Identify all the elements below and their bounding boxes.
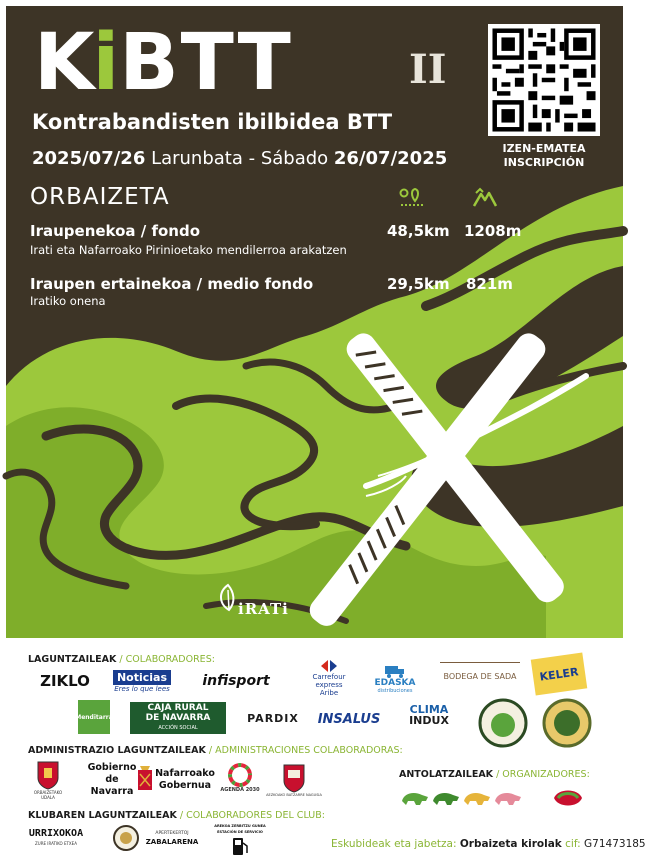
logo-k: K — [34, 18, 93, 108]
race-2-elevation: 821m — [466, 275, 513, 293]
zabalarena-line1: APERTEKERTOJ — [155, 831, 189, 836]
urrixokoa-sub: ZURE IRATIKO ETXEA — [35, 841, 77, 846]
fuel-pump-icon — [230, 835, 250, 857]
keler-logo: KELER — [531, 653, 588, 696]
orbaizeta-udala-text: ORBAIZETAKO UDALA — [33, 790, 63, 800]
insalus-logo: INSALUS — [317, 711, 381, 727]
zabalarena-text-logo — [142, 828, 202, 848]
race-1-elevation: 1208m — [464, 222, 522, 240]
footer-label: Eskubideak eta jabetza: — [331, 838, 460, 850]
admin-title — [28, 745, 403, 756]
edaska-truck-icon — [384, 664, 406, 678]
zabalarena-line2: ZABALARENA — [145, 838, 199, 846]
organizers-title-eu: ANTOLATZAILEAK — [399, 769, 494, 780]
colaboradores-title-es: / COLABORADORES: — [116, 654, 215, 665]
race-2-description: Iratiko onena — [30, 294, 106, 308]
aezkoa-shield-icon — [282, 763, 306, 793]
organizers-boars-logo — [400, 785, 524, 809]
menditarra-logo: Menditarra — [78, 700, 110, 734]
event-location: ORBAIZETA — [30, 184, 170, 210]
bodega-de-sada-logo: BODEGA DE SADA — [440, 662, 520, 689]
gas-line1: AREKOA ZERBITZU GUNEA — [214, 824, 266, 828]
club-round-badge-1 — [478, 698, 528, 748]
event-date — [32, 148, 447, 169]
edaska-logo — [372, 658, 418, 700]
footer-owner: Orbaizeta kirolak — [459, 838, 562, 850]
caja-line2: DE NAVARRA — [145, 713, 211, 723]
urrixokoa-logo — [24, 828, 88, 850]
caja-line1: CAJA RURAL — [147, 703, 209, 713]
admin-title-eu: ADMINISTRAZIO LAGUNTZAILEAK — [28, 745, 206, 756]
navarra-coat-of-arms-icon — [136, 764, 154, 794]
zabalarena-round-logo — [112, 824, 140, 852]
date-text: Larunbata - Sábado — [145, 148, 334, 169]
date-es: 26/07/2025 — [333, 148, 448, 169]
race-1-distance: 48,5km — [387, 222, 450, 240]
date-eu: 2025/07/26 — [32, 148, 146, 169]
logo-btt: BTT — [119, 18, 293, 108]
race-2-distance: 29,5km — [387, 275, 450, 293]
urrixokoa-name: URRIXOKOA — [28, 828, 84, 839]
edaska-name: EDASKA — [374, 678, 416, 688]
footer-rights — [331, 838, 646, 850]
caja-rural-logo — [130, 702, 226, 734]
kibtt-logo — [34, 18, 447, 108]
colaboradores-title — [28, 654, 215, 665]
infisport-logo: infisport — [202, 673, 270, 689]
nafarroako-line1: Nafarroako — [155, 768, 215, 779]
colaboradores-title-eu: LAGUNTZAILEAK — [28, 654, 117, 665]
orbaizeta-shield-icon — [36, 760, 60, 790]
elevation-icon — [472, 188, 498, 208]
clubs-title-es: / COLABORADORES DEL CLUB: — [176, 810, 325, 821]
footer-cif: G71473185 — [584, 838, 646, 850]
carrefour-line1: Carrefour — [312, 673, 346, 681]
admin-title-es: / ADMINISTRACIONES COLABORADORAS: — [205, 745, 403, 756]
noticias-title: Noticias — [113, 670, 171, 685]
race-1-name: Iraupenekoa / fondo — [30, 222, 201, 240]
nafarroako-gobernua-text — [156, 766, 214, 794]
hero-panel — [6, 6, 623, 638]
gas-line2: ESTACIÓN DE SERVICIO — [217, 830, 263, 834]
agenda-text: AGENDA 2030 — [220, 787, 260, 793]
caja-line3: ACCIÓN SOCIAL — [158, 725, 198, 731]
gas-station-logo — [212, 820, 268, 860]
noticias-tagline: Eres lo que lees — [114, 684, 170, 693]
carrefour-logo — [306, 656, 352, 700]
indux-text: INDUX — [409, 714, 449, 727]
clima-text: CLIMA — [409, 703, 449, 716]
clubs-title-eu: KLUBAREN LAGUNTZAILEAK — [28, 810, 177, 821]
ziklo-logo: ZIKLO — [40, 672, 90, 690]
clima-indux-logo — [396, 700, 462, 730]
route-distance-icon — [399, 188, 425, 208]
race-1-description: Irati eta Nafarroako Pirinioetako mendilerroa arakatzen — [30, 243, 347, 257]
orbaizeta-udala-logo — [28, 758, 68, 802]
carrefour-line2: express — [315, 681, 343, 689]
agenda-wheel-icon — [228, 763, 252, 787]
aezkoa-text: AEZKOAKO BATZARRE NAGUSIA — [266, 793, 322, 797]
agenda-2030-logo — [220, 758, 260, 798]
gobierno-line1: Gobierno — [87, 762, 137, 773]
organizers-title-es: / ORGANIZADORES: — [493, 769, 590, 780]
pardix-logo: PARDIX — [247, 711, 299, 725]
gobierno-line2: de Navarra — [90, 774, 134, 797]
organizer-club-logo — [552, 786, 584, 810]
carrefour-line3: Aribe — [319, 689, 339, 697]
noticias-logo — [107, 667, 177, 695]
footer-cif-label: cif: — [561, 838, 585, 850]
aezkoa-logo — [262, 758, 326, 802]
registration-label-eu: IZEN-EMATEA — [502, 142, 586, 155]
event-subtitle: Kontrabandisten ibilbidea BTT — [32, 110, 393, 134]
edaska-sub: distribuciones — [377, 688, 413, 694]
clubs-title — [28, 810, 325, 821]
race-2-name: Iraupen ertainekoa / medio fondo — [30, 275, 314, 293]
edition-number: II — [409, 46, 447, 93]
registration-label-es: INSCRIPCIÓN — [503, 156, 585, 169]
organizers-title — [399, 769, 590, 780]
registration-label — [482, 142, 606, 170]
irati-brand: iRATi — [238, 600, 289, 618]
club-round-badge-2 — [542, 698, 592, 748]
logo-i: i — [92, 18, 120, 108]
gobierno-navarra-text — [87, 762, 137, 797]
carrefour-icon — [320, 659, 338, 673]
registration-qr-code[interactable] — [488, 24, 600, 136]
nafarroako-line2: Gobernua — [158, 780, 212, 791]
